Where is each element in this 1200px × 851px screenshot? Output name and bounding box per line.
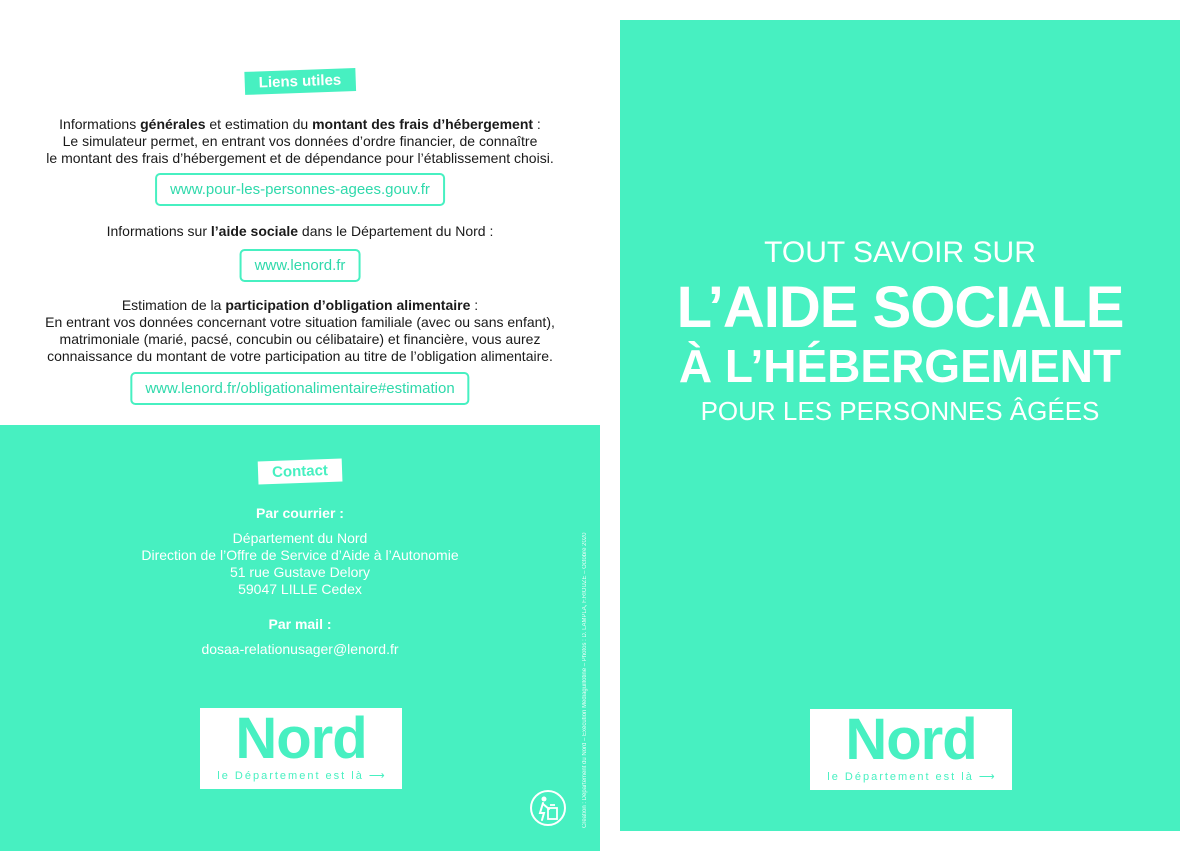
logo-wordmark: Nord bbox=[235, 706, 367, 771]
alimony-heading: Estimation de la participation d’obligation alimentaire : bbox=[121, 297, 479, 313]
alimony-line: matrimoniale (marié, pacsé, concubin ou célibataire) et financière, vous aurez bbox=[59, 331, 541, 347]
general-info-line: Le simulateur permet, en entrant vos données d’ordre financier, de connaître bbox=[62, 133, 538, 149]
logo-tagline: le Département est là ⟶ bbox=[827, 771, 995, 783]
nord-logo-cover bbox=[810, 709, 1012, 790]
address-line: Direction de l’Offre de Service d’Aide à l’Autonomie bbox=[141, 547, 459, 563]
cover-panel bbox=[620, 20, 1180, 831]
link-lenord[interactable]: www.lenord.fr bbox=[240, 249, 361, 282]
logo-wordmark: Nord bbox=[845, 707, 977, 772]
arrow-icon: ⟶ bbox=[978, 771, 995, 783]
alimony-line: connaissance du montant de votre participation au titre de l’obligation alimentaire. bbox=[47, 348, 553, 364]
general-info-heading: Informations générales et estimation du montant des frais d’hébergement : bbox=[59, 116, 541, 132]
social-aid-info-text bbox=[0, 223, 600, 240]
logo-tagline: le Département est là ⟶ bbox=[217, 770, 385, 782]
link-pour-les-personnes-agees[interactable]: www.pour-les-personnes-agees.gouv.fr bbox=[155, 173, 445, 206]
useful-links-section bbox=[0, 0, 600, 425]
link-obligation-alimentaire[interactable]: www.lenord.fr/obligationalimentaire#estimation bbox=[130, 372, 469, 405]
general-info-text bbox=[0, 116, 600, 167]
contact-badge: Contact bbox=[258, 459, 343, 485]
address-line: 51 rue Gustave Delory bbox=[229, 564, 371, 580]
recycle-icon bbox=[529, 789, 567, 827]
credits-text: Création : Département du Nord – Exécution Mediaguillotine – Photos : D. LAMPLA, F.RIOUZE – Octobre 2020 bbox=[582, 532, 588, 828]
alimony-line: En entrant vos données concernant votre situation familiale (avec ou sans enfant), bbox=[45, 314, 555, 330]
cover-title-line3: À L’HÉBERGEMENT bbox=[678, 340, 1122, 392]
address-line: Département du Nord bbox=[232, 530, 368, 546]
cover-title-line1: TOUT SAVOIR SUR bbox=[764, 236, 1036, 269]
cover-title-line2: L’AIDE SOCIALE bbox=[676, 275, 1124, 340]
address-line: 59047 LILLE Cedex bbox=[238, 581, 362, 597]
email-address[interactable]: dosaa-relationusager@lenord.fr bbox=[201, 641, 399, 657]
mail-post-label: Par courrier : bbox=[256, 505, 344, 521]
social-aid-heading: Informations sur l’aide sociale dans le Département du Nord : bbox=[106, 223, 494, 239]
alimony-info-text bbox=[0, 297, 600, 365]
nord-logo bbox=[200, 708, 402, 789]
general-info-line: le montant des frais d’hébergement et de dépendance pour l’établissement choisi. bbox=[46, 150, 554, 166]
email-label: Par mail : bbox=[268, 616, 332, 632]
arrow-icon: ⟶ bbox=[368, 770, 385, 782]
useful-links-badge: Liens utiles bbox=[244, 68, 355, 95]
cover-title-line4: POUR LES PERSONNES ÂGÉES bbox=[700, 396, 1100, 426]
